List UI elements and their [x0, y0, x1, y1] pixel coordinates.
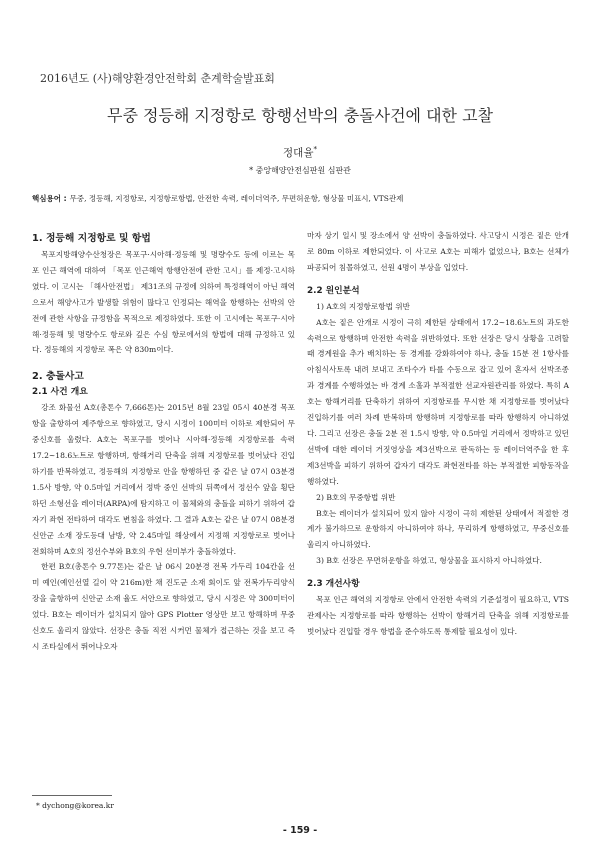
affiliation: * 중앙해양안전심판원 심판관 — [249, 166, 351, 175]
section-2-heading: 2. 충돌사고 — [32, 371, 84, 383]
cause-1-title: 1) A호의 지정항로항법 위반 — [316, 301, 410, 311]
paper-title: 무중 정등해 지정항로 항행선박의 충돌사건에 대한 고찰 — [106, 106, 493, 125]
right-column — [307, 228, 569, 640]
section-2-3-heading: 2.3 개선사항 — [307, 579, 360, 590]
page-number: - 159 - — [282, 825, 318, 836]
section-2-1-paragraph-2: 한편 B호(총톤수 9.77톤)는 같은 날 06시 20분경 전복 가두리 104칸을 선미 예인(예인선열 길이 약 216m)한 채 진도군 소재 회이도 앞 전복가두리양식장을 출항하여 신안군 소재 율도 서안으로 향하였고, 당시 시정은 약 300미터이었다. B호는 레이더가 설치되지 않아 GPS Plotter 영상만 보고 항해하며 무중신호도 울리지 않았다. 선장은 충돌 직전 시커먼 물체가 접근하는 것을 보고 즉시 조타실에서 뛰어나오자 — [32, 562, 295, 651]
author-mark: * — [313, 145, 317, 154]
section-2-1-heading: 2.1 사건 개요 — [32, 387, 88, 398]
footnote-divider — [32, 795, 112, 796]
section-1-paragraph: 목포지방해양수산청장은 목포구·시아해·정등해 및 명량수도 등에 이르는 목포 인근 해역에 대하여 「목포 인근해역 항행안전에 관한 고시」를 제정·고시하였다. 이 고시는 「해사안전법」 제31조의 규정에 의하여 특정해역이 아닌 해역으로서 해양사고가 발생할 위험이 많다고 인정되는 해역을 항행하는 선박의 안전에 관한 사항을 규정함을 목적으로 제정하였다. 또한 이 고시에는 목포구·시아해·정등해 및 명량수도 항로와 깊은 수심 항로에서의 항법에 대해 규정하고 있다. 정등해의 지정항로 폭은 약 830m이다. — [32, 250, 295, 355]
section-2-2-heading: 2.2 원인분석 — [307, 285, 360, 296]
keywords-text: 무중, 정등해, 지정항로, 지정항로항법, 안전한 속력, 레이더역주, 무편허운항, 형상물 미표시, VTS관제 — [69, 194, 404, 203]
footnote: * dychong@korea.kr — [36, 801, 114, 810]
left-column — [32, 228, 295, 655]
section-1-heading: 1. 정등해 지정항로 및 항법 — [32, 233, 151, 244]
keywords-label: 핵심용어 : — [32, 194, 67, 203]
author-name: 정대율 — [283, 147, 314, 159]
cause-3-paragraph: 3) B호 선장은 무면허운항을 하였고, 형상물을 표시하지 아니하였다. — [316, 556, 542, 566]
section-2-1-continuation: 마자 상기 일시 및 장소에서 양 선박이 충돌하였다. 사고당시 시정은 짙은 안개로 80m 이하로 제한되었다. 이 사고로 A호는 피해가 없었으나, B호는 선체가 파공되어 침몰하였고, 선원 4명이 부상을 입었다. — [307, 231, 569, 272]
section-2-1-paragraph-1: 강조 화물선 A호(총톤수 7,666톤)는 2015년 8월 23일 05시 40분경 목포항을 출항하여 제주항으로 향하였고, 당시 시정이 100미터 이하로 제한되어 무중신호를 울렸다. A호는 목포구를 벗어나 시아해·정등해 지정항로를 속력 17.2~18.6노트로 항행하며, 항해거리 단축을 위해 지정항로를 벗어났다 진입하기를 반복하였고, 정등해의 지정항로 안을 항행하던 중 같은 날 07시 03분경 1.5사 방향, 약 0.5마일 거리에서 정박 중인 선박의 뒤쪽에서 정선수 앞을 횡단하던 소형선을 레이더(ARPA)에 탐지하고 이 물체와의 충돌을 피하기 위하여 갑자기 좌현 전타하여 대각도 변침을 하였다. 그 결과 A호는 같은 날 07시 08분경 신안군 소재 장도등대 남방, 약 2.45마일 해상에서 지정해 지정항로로 벗어나 전회하며 A호의 정선수부와 B호의 우현 선미부가 충돌하였다. — [32, 403, 295, 556]
cause-2-title: 2) B호의 무중항법 위반 — [316, 492, 396, 502]
author — [0, 145, 600, 160]
cause-2-paragraph: B호는 레이더가 설치되어 있지 않아 시정이 극히 제한된 상태에서 적절한 경계가 불가하므로 운항하지 아니하여야 하나, 무리하게 항행하였고, 무중신호를 울리지 아니하였다. — [307, 508, 569, 550]
conference-header: 2016년도 (사)해양환경안전학회 춘계학술발표회 — [40, 72, 275, 85]
cause-1-paragraph: A호는 짙은 안개로 시정이 극히 제한된 상태에서 17.2~18.6노트의 과도한 속력으로 항행하며 안전한 속력을 위반하였다. 또한 선장은 당시 상황을 고려할 때 경계원을 추가 배치하는 등 경계를 강화하여야 하나, 충돌 15분 전 1항사를 아침식사토록 내려 보내고 조타수가 타를 수동으로 잡고 있어 혼자서 선박조종과 경계를 수행하였는 바 경계 소홀과 부적절한 선교자원관리를 하였다. 특히 A호는 항해거리를 단축하기 위하여 지정항로를 무시한 채 지정항로를 벗어났다 진입하기를 여러 차례 반복하며 항행하며 지정항로를 따라 항행하지 아니하였다. 그리고 선장은 충돌 2분 전 1.5시 방향, 약 0.5마일 거리에서 정박하고 있던 선박에 대한 레이더 거짓영상을 제3선박으로 판독하는 등 레이더역주을 한 후 제3선박을 피하기 위하여 갑자기 대각도 좌현전타를 하는 부적절한 피항동작을 행하였다. — [307, 317, 569, 486]
section-2-3-paragraph: 목포 인근 해역의 지정항로 안에서 안전한 속력의 기준설정이 필요하고, VTS관제사는 지정항로를 따라 항행하는 선박이 항해거리 단축을 위해 지정항로를 벗어났다 진입할 경우 항법을 준수하도록 통제할 필요성이 있다. — [307, 595, 569, 636]
keywords-line — [32, 193, 403, 204]
